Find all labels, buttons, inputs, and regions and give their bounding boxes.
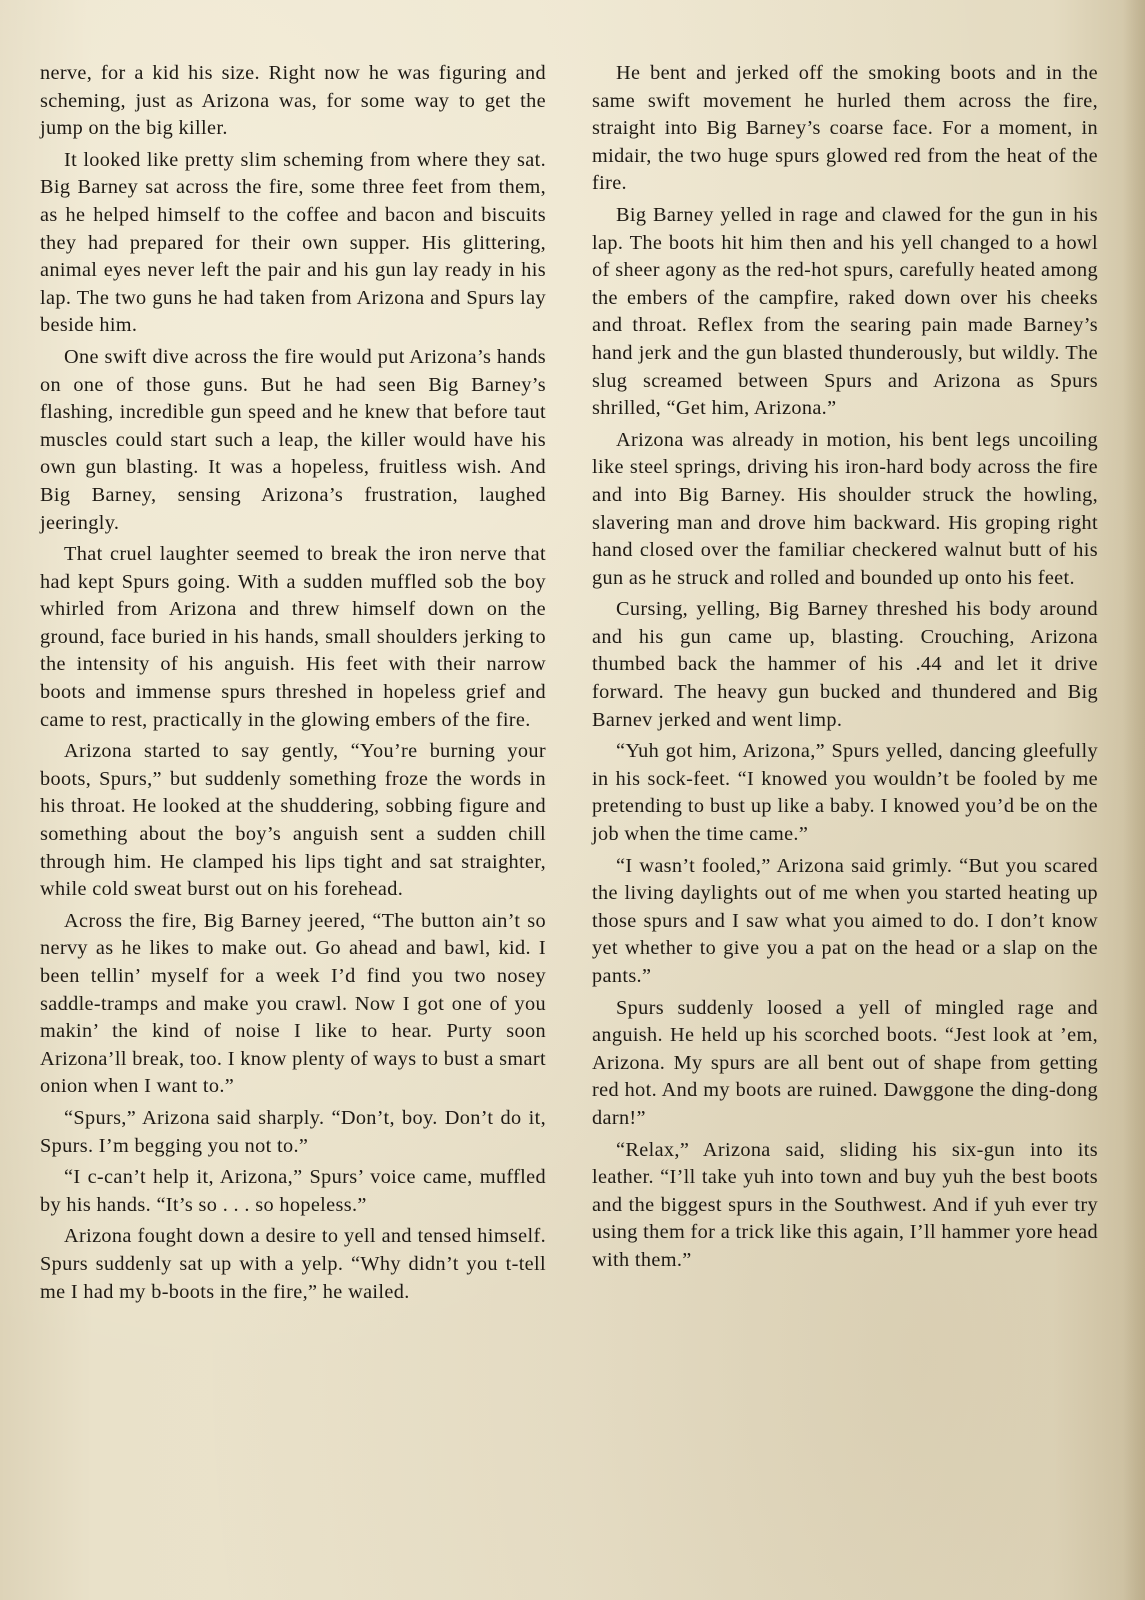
paragraph: “I c-can’t help it, Arizona,” Spurs’ voice came, muffled by his hands. “It’s so . . . so hopeless.” [40, 1166, 546, 1216]
paragraph: That cruel laughter seemed to break the iron nerve that had kept Spurs going. With a sudden muffled sob the boy whirled from Arizona and threw himself down on the ground, face buried in his hands, small shoulders jerking to the intensity of his anguish. His feet with their narrow boots and immense spurs threshed in hopeless grief and came to rest, practically in the glowing embers of the fire. [40, 543, 546, 731]
paragraph: “Relax,” Arizona said, sliding his six-gun into its leather. “I’ll take yuh into town and buy yuh the best boots and the biggest spurs in the Southwest. And if yuh ever try using them for a trick like this again, I’ll hammer yore head with them.” [592, 1138, 1098, 1271]
paragraph: Big Barney yelled in rage and clawed for the gun in his lap. The boots hit him then and his yell changed to a howl of sheer agony as the red-hot spurs, carefully heated among the embers of the campfire, raked down over his cheeks and throat. Reflex from the searing pain made Barney’s hand jerk and the gun blasted thunderously, but wildly. The slug screamed between Spurs and Arizona as Spurs shrilled, “Get him, Arizona.” [592, 203, 1098, 420]
right-text-column [592, 60, 1098, 1279]
paragraph: nerve, for a kid his size. Right now he was figuring and scheming, just as Arizona was, for some way to get the jump on the big killer. [40, 62, 546, 140]
paragraph: He bent and jerked off the smoking boots and in the same swift movement he hurled them across the fire, straight into Big Barney’s coarse face. For a moment, in midair, the two huge spurs glowed red from the heat of the fire. [592, 62, 1098, 195]
paragraph: Spurs suddenly loosed a yell of mingled rage and anguish. He held up his scorched boots. “Jest look at ’em, Arizona. My spurs are all bent out of shape from getting red hot. And my boots are ruined. Dawggone the ding-dong darn!” [592, 996, 1098, 1129]
paragraph: “Yuh got him, Arizona,” Spurs yelled, dancing gleefully in his sock-feet. “I knowed you wouldn’t be fooled by me pretending to bust up like a baby. I knowed you’d be on the job when the time came.” [592, 740, 1098, 846]
paragraph: Arizona started to say gently, “You’re burning your boots, Spurs,” but suddenly something froze the words in his throat. He looked at the shuddering, sobbing figure and something about the boy’s anguish sent a sudden chill through him. He clamped his lips tight and sat straighter, while cold sweat burst out on his forehead. [40, 740, 546, 901]
paragraph: Cursing, yelling, Big Barney threshed his body around and his gun came up, blasting. Crouching, Arizona thumbed back the hammer of his .44 and let it drive forward. The heavy gun bucked and thundered and Big Barnev jerked and went limp. [592, 598, 1098, 731]
paragraph: “I wasn’t fooled,” Arizona said grimly. “But you scared the living daylights out of me when you started heating up those spurs and I saw what you aimed to do. I don’t know yet whether to give you a pat on the head or a slap on the pants.” [592, 854, 1098, 987]
paragraph: Across the fire, Big Barney jeered, “The button ain’t so nervy as he likes to make out. Go ahead and bawl, kid. I been tellin’ myself for a week I’d find you two nosey saddle-tramps and make you crawl. Now I got one of you makin’ the kind of noise I like to hear. Purty soon Arizona’ll break, too. I know plenty of ways to bust a smart onion when I want to.” [40, 909, 546, 1098]
page-edge-shadow [1123, 0, 1145, 1600]
paragraph: “Spurs,” Arizona said sharply. “Don’t, boy. Don’t do it, Spurs. I’m begging you not to.” [40, 1106, 546, 1157]
left-text-column [40, 60, 546, 1310]
paragraph: One swift dive across the fire would put Arizona’s hands on one of those guns. But he had seen Big Barney’s flashing, incredible gun speed and he knew that before taut muscles could start such a leap, the killer would have his own gun blasting. It was a hopeless, fruitless wish. And Big Barney, sensing Arizona’s frustration, laughed jeeringly. [40, 345, 546, 534]
paragraph: It looked like pretty slim scheming from where they sat. Big Barney sat across the fire, some three feet from them, as he helped himself to the coffee and bacon and biscuits they had prepared for their own supper. His glittering, animal eyes never left the pair and his gun lay ready in his lap. The two guns he had taken from Arizona and Spurs lay beside him. [40, 148, 546, 337]
paragraph: Arizona fought down a desire to yell and tensed himself. Spurs suddenly sat up with a yelp. “Why didn’t you t-tell me I had my b-boots in the fire,” he wailed. [40, 1225, 546, 1303]
paragraph: Arizona was already in motion, his bent legs uncoiling like steel springs, driving his iron-hard body across the fire and into Big Barney. His shoulder struck the howling, slavering man and drove him backward. His groping right hand closed over the familiar checkered walnut butt of his gun as he struck and rolled and bounded up onto his feet. [592, 428, 1098, 589]
